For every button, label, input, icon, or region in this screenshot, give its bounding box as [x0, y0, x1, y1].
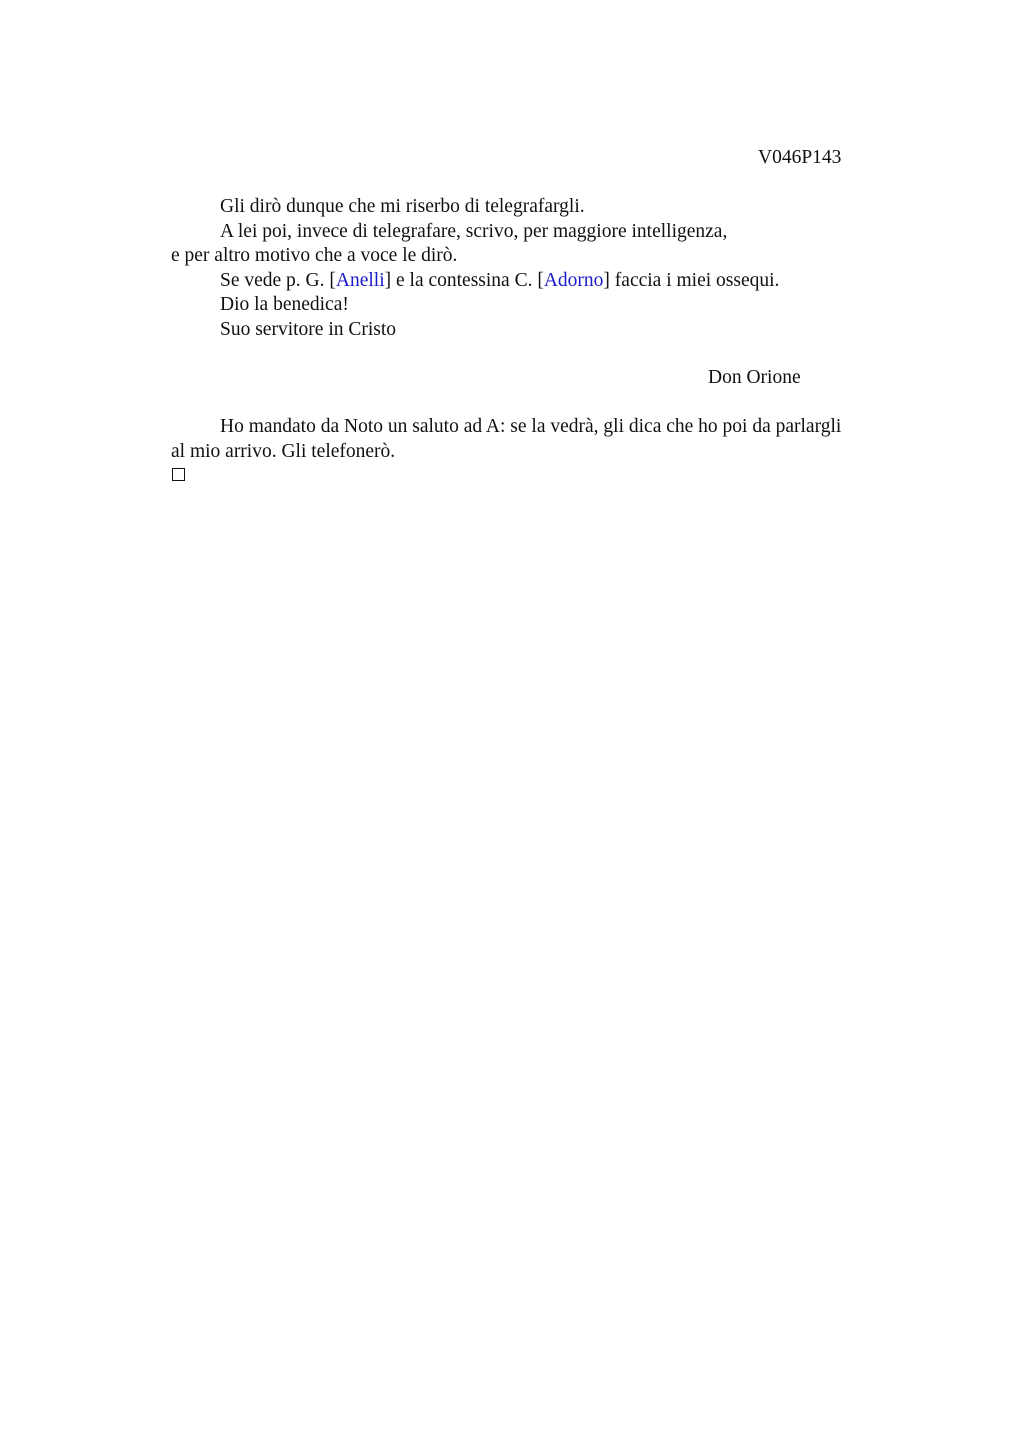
- postscript-line: al mio arrivo. Gli telefonerò.: [171, 440, 396, 462]
- signature: Don Orione: [708, 367, 801, 388]
- end-of-text-box-icon: [172, 468, 185, 481]
- name-link-adorno[interactable]: Adorno: [543, 269, 604, 291]
- letter-line: Gli dirò dunque che mi riserbo di telegrafargli.: [220, 196, 585, 217]
- letter-line: Dio la benedica!: [220, 294, 349, 315]
- text-fragment: ] faccia i miei ossequi.: [603, 269, 780, 291]
- name-link-anelli[interactable]: Anelli: [335, 269, 385, 291]
- postscript-line: Ho mandato da Noto un saluto ad A: se la vedrà, gli dica che ho poi da parlargli: [220, 416, 842, 437]
- letter-line: e per altro motivo che a voce le dirò.: [171, 245, 458, 266]
- postscript: [171, 415, 883, 464]
- text-fragment: Se vede p. G. [: [220, 269, 336, 291]
- letter-body: [171, 195, 883, 342]
- letter-line: Suo servitore in Cristo: [220, 318, 397, 340]
- letter-line-ossequi: [171, 269, 883, 294]
- letter-line: A lei poi, invece di telegrafare, scrivo, per maggiore intelligenza,: [220, 220, 728, 242]
- page-code: V046P143: [758, 147, 842, 168]
- text-fragment: ] e la contessina C. [: [384, 269, 544, 291]
